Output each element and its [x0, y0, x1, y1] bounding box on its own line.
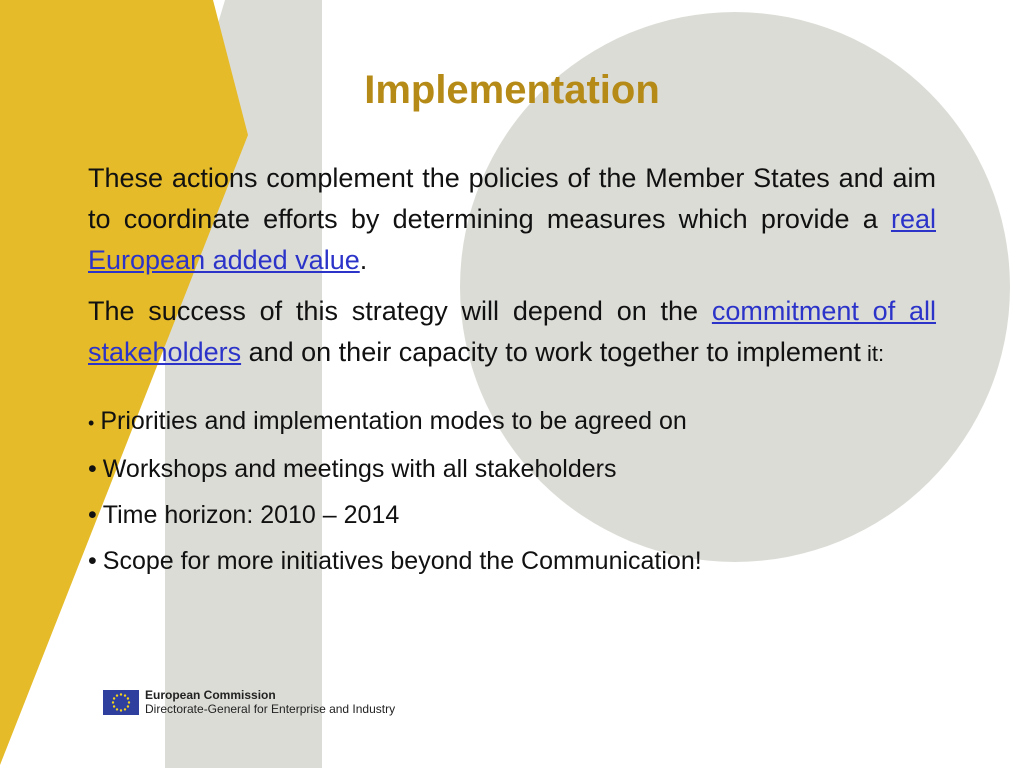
- paragraph-success-suffix: it:: [860, 341, 885, 366]
- bullet-item: [88, 398, 936, 446]
- directorate-general-label: Directorate-General for Enterprise and Industry: [145, 702, 396, 716]
- paragraph-actions: [88, 158, 936, 281]
- bullet-text: Scope for more initiatives beyond the Communication!: [102, 547, 702, 575]
- paragraph-success-text: The success of this strategy will depend on the: [88, 296, 712, 326]
- bullet-icon: •: [88, 413, 95, 433]
- eu-star: [116, 708, 118, 710]
- bullet-text: Time horizon: 2010 – 2014: [102, 501, 400, 529]
- bullet-list: [88, 398, 936, 584]
- eu-star: [120, 693, 122, 695]
- slide-body: [88, 158, 936, 584]
- slide-title: Implementation: [364, 68, 660, 112]
- eu-star: [124, 708, 126, 710]
- paragraph-actions-end: .: [359, 245, 368, 275]
- eu-star: [112, 701, 114, 703]
- bullet-text: Workshops and meetings with all stakeholders: [102, 455, 617, 483]
- eu-star: [124, 694, 126, 696]
- eu-star: [113, 697, 115, 699]
- bullet-text: Priorities and implementation modes to be agreed on: [100, 407, 687, 435]
- footer: [103, 688, 395, 716]
- bullet-item: [88, 538, 936, 584]
- bullet-item: [88, 446, 936, 492]
- bullet-icon: •: [88, 501, 97, 529]
- eu-flag-icon: [103, 690, 139, 715]
- european-added-value-link[interactable]: real European added value: [88, 204, 936, 275]
- eu-star: [113, 705, 115, 707]
- commitment-stakeholders-link[interactable]: commitment of all stakeholders: [88, 296, 937, 367]
- bullet-item: [88, 492, 936, 538]
- paragraph-actions-text: These actions complement the policies of the Member States and aim to coordinate efforts by determining measures which provide a: [88, 163, 936, 234]
- paragraph-success-continuation: and on their capacity to work together to implement: [241, 337, 861, 367]
- bullet-icon: •: [88, 547, 97, 575]
- eu-star: [127, 705, 129, 707]
- eu-star: [120, 709, 122, 711]
- bullet-icon: •: [88, 455, 97, 483]
- eu-star: [127, 697, 129, 699]
- european-commission-label: European Commission: [145, 688, 276, 702]
- paragraph-success: [88, 291, 936, 374]
- footer-text: [145, 688, 395, 716]
- eu-star: [128, 701, 130, 703]
- eu-star: [116, 694, 118, 696]
